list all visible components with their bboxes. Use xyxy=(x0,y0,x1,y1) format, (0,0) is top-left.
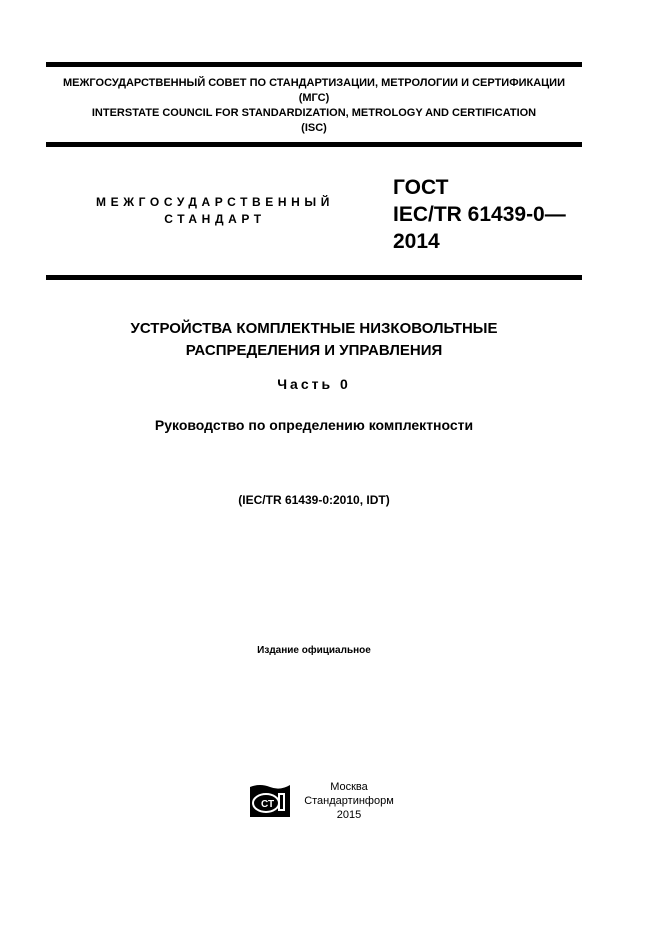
top-rule xyxy=(46,62,582,67)
gost-number: IEC/TR 61439-0— xyxy=(393,203,566,226)
standard-type-line2: СТАНДАРТ xyxy=(164,212,266,226)
publisher-block xyxy=(248,780,394,822)
document-subtitle: Руководство по определению комплектности xyxy=(154,417,474,433)
title-line2: РАСПРЕДЕЛЕНИЯ И УПРАВЛЕНИЯ xyxy=(185,342,443,359)
bottom-rule xyxy=(46,275,582,280)
council-ru-abbr: (МГС) xyxy=(298,92,330,104)
standard-type xyxy=(60,194,370,228)
council-en-abbr: (ISC) xyxy=(301,122,327,134)
council-block xyxy=(46,76,582,136)
publisher-name: Стандартинформ xyxy=(304,795,394,807)
standard-type-line1: МЕЖГОСУДАРСТВЕННЫЙ xyxy=(96,195,334,209)
gost-year: 2014 xyxy=(393,230,440,253)
document-title xyxy=(46,318,582,362)
gost-designation xyxy=(393,174,566,255)
council-ru: МЕЖГОСУДАРСТВЕННЫЙ СОВЕТ ПО СТАНДАРТИЗАЦИИ, МЕТРОЛОГИИ И СЕРТИФИКАЦИИ xyxy=(62,77,565,89)
standartinform-logo-icon xyxy=(248,783,292,819)
publisher-year: 2015 xyxy=(336,809,362,821)
publisher-city: Москва xyxy=(330,781,368,793)
title-line1: УСТРОЙСТВА КОМПЛЕКТНЫЕ НИЗКОВОЛЬТНЫЕ xyxy=(130,320,498,337)
council-en: INTERSTATE COUNCIL FOR STANDARDIZATION, METROLOGY AND CERTIFICATION xyxy=(91,107,537,119)
gost-label: ГОСТ xyxy=(393,176,449,199)
svg-text:СТ: СТ xyxy=(261,799,275,810)
part-label: Часть 0 xyxy=(277,376,351,392)
equivalence-note: (IEC/TR 61439-0:2010, IDT) xyxy=(238,493,390,507)
edition-note: Издание официальное xyxy=(257,645,371,656)
publisher-text xyxy=(304,780,394,822)
middle-rule xyxy=(46,142,582,147)
